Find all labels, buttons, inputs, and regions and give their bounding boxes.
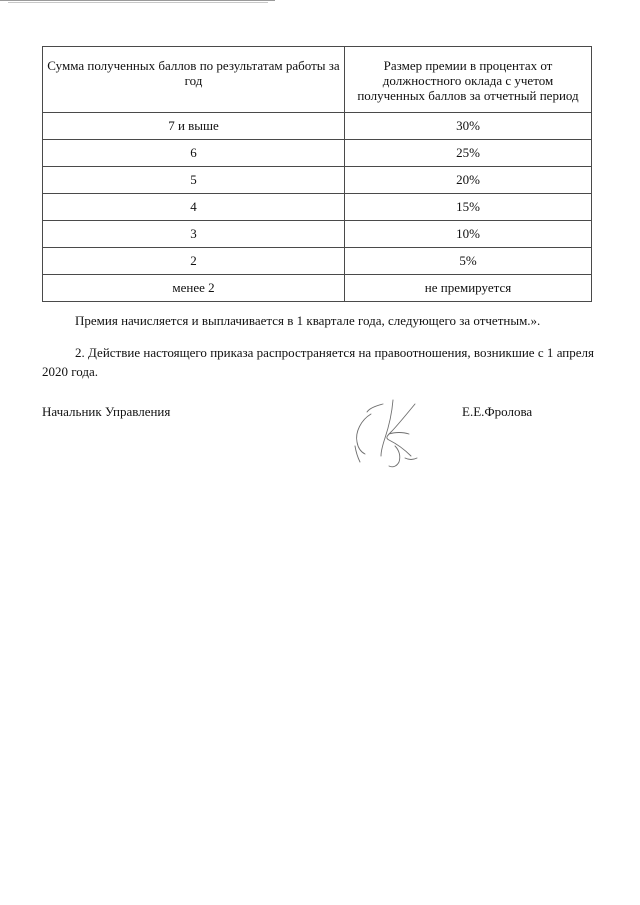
table-row [43, 140, 592, 167]
points-cell: 4 [43, 194, 345, 221]
table-row [43, 275, 592, 302]
order-effect-paragraph: 2. Действие настоящего приказа распространяется на правоотношения, возникшие с 1 апреля 2020 года. [42, 345, 594, 379]
table-row [43, 113, 592, 140]
table-row [43, 194, 592, 221]
points-cell: 2 [43, 248, 345, 275]
header-points-cell: Сумма полученных баллов по результатам работы за год [43, 47, 345, 113]
signatory-name: Е.Е.Фролова [462, 404, 533, 419]
bonus-cell: 10% [345, 221, 592, 248]
bonus-cell: 30% [345, 113, 592, 140]
bonus-cell: 15% [345, 194, 592, 221]
table-row [43, 248, 592, 275]
signatory-position: Начальник Управления [42, 404, 171, 419]
top-border-line [0, 0, 275, 1]
bonus-cell: 5% [345, 248, 592, 275]
handwritten-signature [345, 398, 430, 470]
table-header-row [43, 47, 592, 113]
bonus-cell: 20% [345, 167, 592, 194]
points-cell: 3 [43, 221, 345, 248]
table-row [43, 221, 592, 248]
points-cell: 7 и выше [43, 113, 345, 140]
header-bonus-cell: Размер премии в процентах от должностного оклада с учетом полученных баллов за отчетный период [345, 47, 592, 113]
bonus-cell: 25% [345, 140, 592, 167]
top-border-line-secondary [8, 2, 268, 3]
points-cell: 6 [43, 140, 345, 167]
bonus-cell: не премируется [345, 275, 592, 302]
points-cell: 5 [43, 167, 345, 194]
bonus-payment-note: Премия начисляется и выплачивается в 1 квартале года, следующего за отчетным.». [75, 313, 541, 328]
points-cell: менее 2 [43, 275, 345, 302]
table-row [43, 167, 592, 194]
bonus-table [42, 46, 592, 302]
